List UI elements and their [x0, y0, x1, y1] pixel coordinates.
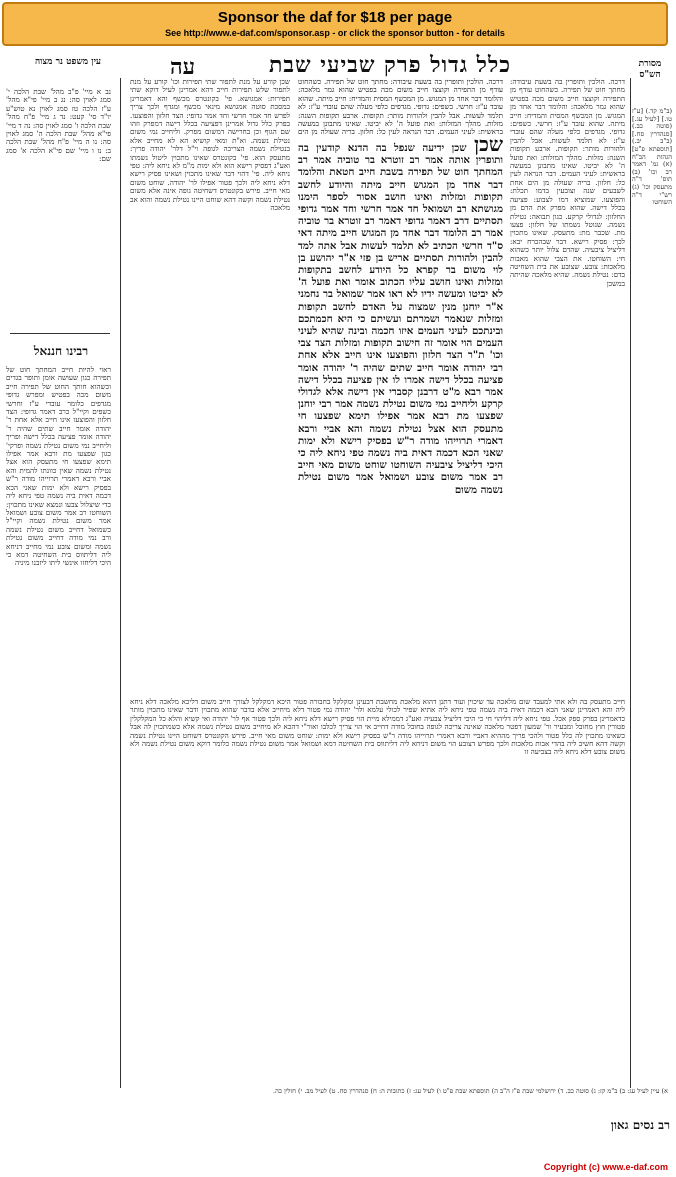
copyright-notice[interactable]: Copyright (c) www.e-daf.com — [543, 1162, 668, 1172]
gemara-top-commentary: דרכה. הולכין ותופרין בה בשעת עיבודה: מחתך חוט של תפירה. כשהחוט עודף מן התפירה וקוצצו חייב משום מכה בפטיש שהוא גמר מלאכה: והלומד דבר אחד מן המגוש. מן המכשף המסית והמדיח: חייב מיתה. שהוא עובד ע"ז: חרשי. כשפים: גדופי. מגדפים כלפי מעלה שהם עובדי ע"ז: לא תלמד לעשות. אבל להבין ולהורות מותר: תקופות. ארבע תקופות השנה: מזלות. מהלך המזלות: ואת פועל ה' לא יביטו. שאינו מתבונן במעשה בראשית: לעיני העמים. דבר הנראה לעין כל: חלזון. בריה שעולה מן הים — [298, 78, 503, 136]
column-divider — [120, 78, 121, 1088]
rabbeinu-chananel-text: ראוי להיות חייב המחתך חוט של תפירה כגון שעושה אומן ותופר בגדים וכשהוא חותך החוט של תפירה חייב משום מכה בפטיש ומפרש גדופי מגדפים כלומר עובדי ע"ז וחרשי כשפים וקיי"ל כרב דאמר גדופי: הצד חלזון והפוצעו אינו חייב אלא אחת ר' יהודה אומר חייב שתים שהיה ר' יהודה אומר פציעה בכלל דישה ופריך וליחייב נמי משום נטילת נשמה ופרקי' כגון שפצעו מת ורבא אמר אפילו תימא שפצעו חי מתעסק הוא אצל נטילת נשמה שאין כוונתו להמית והא אביי ורבא דאמרי תרוייהו מודה ר"ש בפסיק רישא ולא ימות שאני הכא דכמה דאית ביה נשמה טפי ניחא ליה כדי שיצלול צבעו ונמצא שאינו מתכוין: השוחטו רב אמר משום צובע ושמואל אמר משום נטילת נשמה וקיי"ל כשמואל דחייב משום נטילת נשמה ורב נמי מודה דחייב משום נטילת נשמה ומשום צובע נמי מחייב דניחא ליה דליתווס בית השחיטה דמא כי היכי דליחזו אינשי ליתו ליזבנו מיניה — [6, 366, 111, 568]
tosafot-commentary: שכן קורע על מנת לתפור שתי תפירות וכו' קורע על מנת לתפור שלש תפירות חייב דהא אמרינן לעיל דוקא שתי תפירות: אמגושא. פי' בקונטרס מכשף והא דאמרינן במסכת סוטה אמגושא מינאי מכשף ומגדף ולכך צריך לפרש חד אמר חרשי וחד אמר גדופי: הצד חלזון והפוצעו. בפרק כלל גדול אמרינן דפציעה בכלל דישה דמפרק וזהו שם הגוף וכן בחרישה דמשום מפרק. וליחייב נמי משום נטילת נשמה. וא"ת ומאי קושיא הא לא מחייב אלא בנטילת נשמה הצריכה לגופה וי"ל דלר' יהודה פריך: מתעסק הוא. פי' בקונטרס שאינו מתכוין ליטול נשמתו ואע"ג דפסיק רישא הוא ולא ימות מ"מ לא ניחא ליה: טפי ניחא ליה. פי' דהוי דבר שאינו מתכוין ושאינו פסיק רישא דלא ניחא ליה ולכך פטור אפילו לר' יהודה. שוחט משום מאי חייב. פירש בקונטרס דשחיטה גופה אינה אלא משום נטילת נשמה וקשה דהא שוחט היינו נטילת נשמה והוא אב מלאכה — [130, 78, 290, 213]
ein-mishpat-notes: נב א מיי' פ"ב מהל' שבת הלכה י' סמג לאוין סה: נג ב מיי' פי"א מהל' ע"ז הלכה טז סמג לאוין נא טוש"ע יו"ד סי' קעט: נד ג מיי' פ"ח מהל' שבת הלכה ז' סמג לאוין סה: נה ד מיי' פי"א מהל' שבת הלכה ה' סמג לאוין סה: נו ה מיי' פ"ח מהל' שבת הלכה ב: נז ו מיי' שם פי"א הלכה א' סמג שם: — [6, 88, 111, 164]
margin-references: (ב"מ קד.) [ע"ז טו.] [לעיל עג.] (סוטה כב.) [סנהדרין סח.] (ב"ב יב.) [תוספתא פ"ט] הגהות הב"ח (א) גמ' דאמר רב וכו' (ב) תוס' ד"ה מתעסק וכו' (ג) רש"י ד"ה השוחטו — [632, 108, 672, 207]
chapter-title: כלל גדול פרק שביעי שבת — [268, 52, 512, 78]
footnotes: א) עיין לעיל עג: ב) ב"מ קז: ג) סוטה כב. ד) ירושלמי שבת פ"ז ה"ב ה) תוספתא שבת פ"ט ו) לעיל עג: ז) כתובות ה: ח) סנהדרין סח. ט) לעיל מב. י) חולין כה. — [273, 1088, 668, 1095]
sponsor-title: Sponsor the daf for $18 per page — [217, 9, 453, 26]
sponsor-banner[interactable] — [2, 2, 668, 46]
rashi-commentary: דרכה. הולכין ותופרין בה בשעת עיבודה: מחתך חוט של תפירה. כשהחוט עודף מן התפירה וקוצצו חייב משום מכה בפטיש שהוא גמר מלאכה: והלומד דבר אחד מן המגוש. מן המכשף המסית והמדיח: חייב מיתה. שהוא עובד ע"ז: חרשי. כשפים: גדופי. מגדפים כלפי מעלה שהם עובדי ע"ז: לא תלמד לעשות. אבל להבין ולהורות מותר: תקופות. ארבע תקופות השנה: מזלות. מהלך המזלות: ואת פועל ה' לא יביטו. שאינו מתבונן במעשה בראשית: לעיני העמים. דבר הנראה לעין כל: חלזון. בריה שעולה מן הים אחת לשבעים שנה וצובעין בדמו תכלת: והפוצעו. שמוציא דמו לצבוע: פציעה בכלל דישה. שהוא מפרק את הדם מן החלזון: לגדולי קרקע. כגון תבואה: נטילת נשמה. שנוטל נשמתו של חלזון: פצעו מת. שכבר מת: מתעסק. שאינו מתכוין לכך: פסיק רישא. דבר שבהכרח יבא: דליציל ציבעיה. שהדם צלול יותר כשהוא חי: השוחטו. את הצבי שהוא מאבות מלאכות: צובע. שצובע את בית השחיטה בדם: נטילת נשמה. שהיא מלאכה שהיתה במשכן — [510, 78, 625, 288]
gemara-text — [298, 138, 503, 683]
masoret-heading: מסורת הש"ס — [638, 59, 662, 80]
rav-nissim-gaon-label: רב נסים גאון — [610, 1118, 670, 1132]
ein-mishpat-heading: עין משפט נר מצוה — [34, 57, 102, 67]
gemara-opening-word: שכן — [473, 138, 503, 156]
column-divider — [630, 78, 631, 1088]
rabbeinu-chananel-heading: רבינו חננאל — [33, 344, 89, 358]
section-divider — [10, 333, 110, 334]
daf-number: עה — [170, 54, 196, 80]
gemara-body: שכן ידיעה שנפל בה הדנא קודעין בה ותופרין אותה אמר רב זוטרא בר טוביה אמר רב המחתך חוט של תפירה בשבת חייב חטאת והלומד דבר אחד מן המגוש חייב מיתה והיודע לחשב תקופות ומזלות ואינו חושב אסור לספר הימנו מגושתא רב ושמואל חד אמר חרשי וחד אמר גדופי תסתיים דרב דאמר גדופי דאמר רב זוטרא בר טוביה אמר רב הלומד דבר אחד מן המגוש חייב מיתה דאי ס"ד חרשי הכתיב לא תלמד לעשות אבל אתה למד להבין ולהורות תסתיים אריש בן פזי א"ר יהושע בן לוי משום בר קפרא כל היודע לחשב בתקופות ומזלות ואינו חושב עליו הכתוב אומר ואת פועל ה' לא יביטו ומעשה ידיו לא ראו אמר שמואל בר נחמני א"ר יוחנן מנין שמצוה על האדם לחשב תקופות ומזלות שנאמר ושמרתם ועשיתם כי היא חכמתכם ובינתכם לעיני העמים איזו חכמה ובינה שהיא לעיני העמים הוי אומר זה חישוב תקופות ומזלות הצד צבי וכו' ת"ר הצד חלזון והפוצעו אינו חייב אלא אחת רבי יהודה אומר חייב שתים שהיה ר' יהודה אומר פציעה בכלל דישה אמרו לו אין פציעה בכלל דישה אמר רבא מ"ט דרבנן קסברי אין דישה אלא לגדולי קרקע וליחייב נמי משום נטילת נשמה אמר רבי יוחנן שפצעו מת רבא אמר אפילו תימא שפצעו חי מתעסק הוא אצל נטילת נשמה והא אביי ורבא דאמרי תרוייהו מודה ר"ש בפסיק רישא ולא ימות שאני הכא דכמה דאית ביה נשמה טפי ניחא ליה כי היכי דליציל ציבעיה השוחטו שוחט משום מאי חייב רב אמר משום צובע ושמואל אמר משום נטילת נשמה משום — [298, 142, 503, 496]
tosafot-continued: חייב מתעסק בה ולא אתי למעבד שום מלאכה עד שיכוין ועוד דתנן דהוא מלאכת מחשבת דבעינן ומקלקל בחבורה פטור היכא דמקלקל לצורך חייב משום דליכא מלאכה דלא ניחא ליה והא דאמרינן שאני הכא דכמה דאית ביה נשמה טפי ניחא ליה אתיא שפיר לכולי עלמא ולר' יהודה נמי פטור דלא מיחייב אלא בדבר שהוא מתכוין ודבר שאינו מתכוין מותר כדאמרינן בפרק ספק אכל. טפי ניחא ליה דליהוי חי כי היכי דליציל צבעיה ואע"ג דממילא מיית הוי פסיק רישא דלא ניחא ליה ולכך פטור אף לר' יהודה ואי קשיא והלא כל המקלקלין פטורין חוץ מחובל ומבעיר ור' שמעון דפטר מלאכה שאינה צריכה לגופה בחובל מודה דחייב אי הוי צריך לכלבו ואור"י דהכא לא מיחייב משום נטילת נשמה אלא כשמתכוין לה אבל כשאינו מתכוין לה כלל פטור ולהכי פריך מההיא דאביי ורבא דאמרי תרוייהו מודה ר"ש בפסיק רישא ולא ימות: שוחט משום מאי חייב. פירש הקונטרס דשוחט היינו נטילת נשמה וקשה דהא חשיב ליה בהדי אבות מלאכות ולכך מפרש דצובע הוי משום דניחא ליה דליתווס בית השחיטה דמא ושמואל אמר משום נטילת נשמה כלומר דוקא משום נטילת נשמה ולא משום צובע דלא ניחא ליה בצביעה זו — [130, 698, 625, 757]
talmud-page — [0, 48, 676, 1158]
sponsor-subtitle[interactable]: See http://www.e-daf.com/sponsor.asp - or click the sponsor button - for details — [165, 28, 505, 38]
